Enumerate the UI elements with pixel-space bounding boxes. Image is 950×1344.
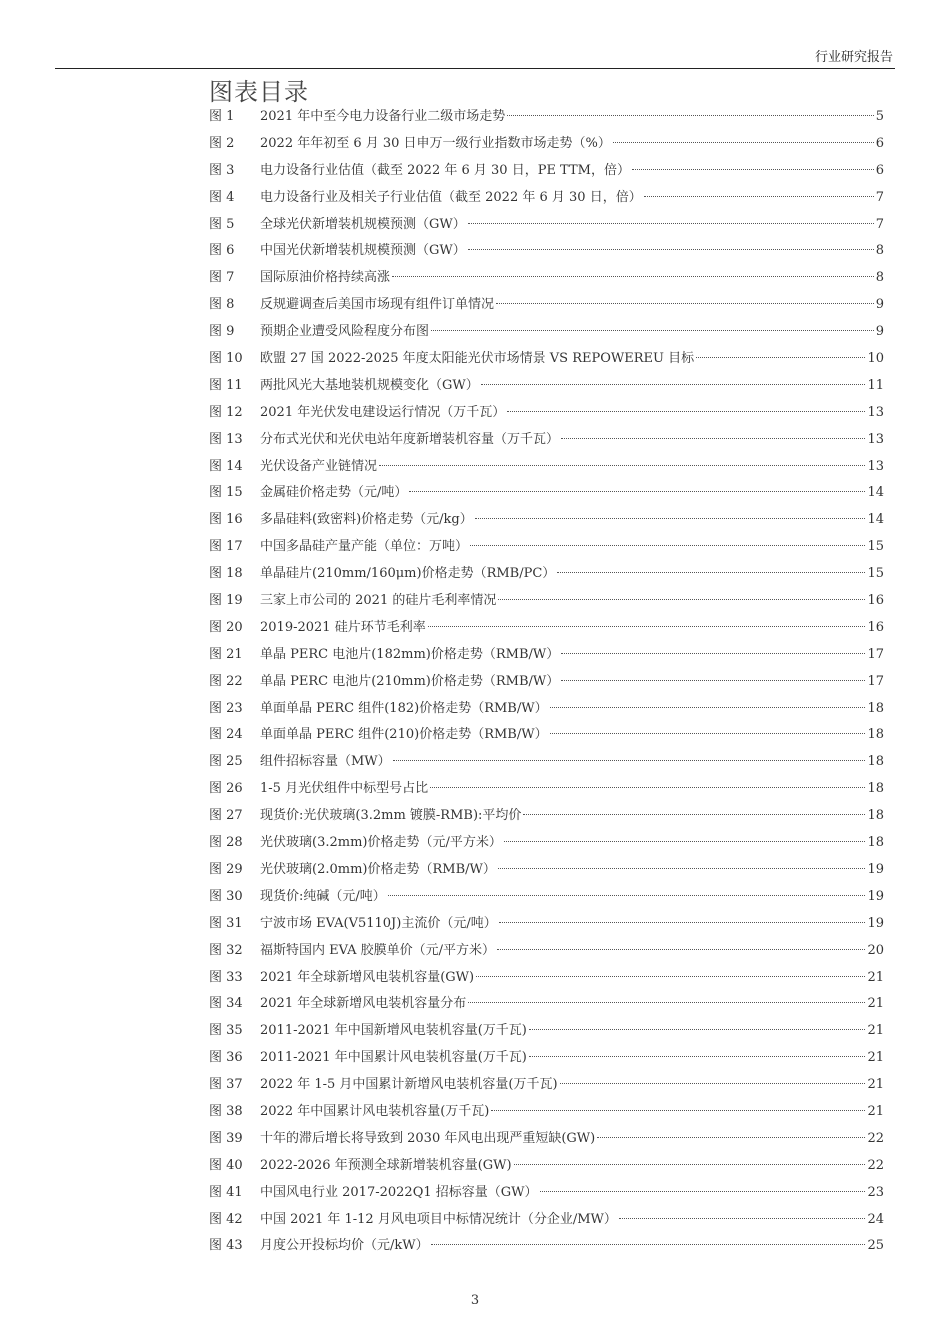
toc-entry-page: 8 (875, 270, 884, 286)
toc-entry-number: 图 14 (209, 458, 243, 474)
toc-entry-title: 单晶 PERC 电池片(210mm)价格走势（RMB/W） (260, 673, 560, 689)
toc-entry-number: 图 7 (209, 270, 235, 286)
toc-entry-number: 图 23 (209, 700, 243, 716)
toc-entry-page: 8 (875, 243, 884, 259)
toc-entry[interactable] (209, 158, 884, 185)
toc-entry[interactable] (209, 400, 884, 427)
toc-entry[interactable] (209, 1180, 884, 1207)
toc-entry-number: 图 40 (209, 1157, 243, 1173)
toc-entry-number: 图 12 (209, 404, 243, 420)
toc-entry-page: 16 (867, 593, 884, 609)
toc-entry[interactable] (209, 857, 884, 884)
toc-dot-leader (540, 1191, 866, 1192)
toc-dot-leader (475, 518, 866, 519)
toc-entry-number: 图 10 (209, 351, 243, 367)
toc-entry-title: 单晶 PERC 电池片(182mm)价格走势（RMB/W） (260, 646, 560, 662)
toc-dot-leader (507, 115, 874, 116)
toc-entry-title: 1-5 月光伏组件中标型号占比 (260, 781, 429, 797)
toc-entry[interactable] (209, 1207, 884, 1234)
toc-entry-title: 2021 年全球新增风电装机容量分布 (260, 996, 467, 1012)
toc-entry[interactable] (209, 265, 884, 292)
toc-entry-page: 17 (867, 646, 884, 662)
toc-entry[interactable] (209, 480, 884, 507)
toc-entry-page: 14 (867, 512, 884, 528)
toc-entry-title: 2011-2021 年中国新增风电装机容量(万千瓦) (260, 1023, 527, 1039)
toc-entry-title: 宁波市场 EVA(V5110J)主流价（元/吨） (260, 915, 497, 931)
toc-entry[interactable] (209, 104, 884, 131)
toc-entry-title: 2022 年年初至 6 月 30 日申万一级行业指数市场走势（%） (260, 135, 611, 151)
toc-dot-leader (497, 949, 865, 950)
toc-entry-page: 6 (875, 135, 884, 151)
toc-entry-number: 图 32 (209, 942, 243, 958)
toc-entry[interactable] (209, 319, 884, 346)
page-number: 3 (470, 1293, 480, 1308)
toc-entry-title: 十年的滞后增长将导致到 2030 年风电出现严重短缺(GW) (260, 1130, 596, 1146)
toc-entry[interactable] (209, 373, 884, 400)
toc-entry-page: 17 (867, 673, 884, 689)
toc-entry-page: 9 (875, 324, 884, 340)
toc-entry[interactable] (209, 454, 884, 481)
toc-list (209, 104, 884, 1260)
toc-entry-title: 现货价:纯碱（元/吨） (260, 888, 386, 904)
toc-entry-title: 国际原油价格持续高涨 (260, 270, 391, 286)
toc-entry-title: 2021 年光伏发电建设运行情况（万千瓦） (260, 404, 506, 420)
toc-dot-leader (550, 733, 866, 734)
toc-entry-page: 21 (867, 1023, 884, 1039)
toc-dot-leader (470, 545, 865, 546)
toc-entry-title: 单晶硅片(210mm/160μm)价格走势（RMB/PC） (260, 566, 556, 582)
toc-entry-number: 图 11 (209, 377, 243, 393)
toc-entry[interactable] (209, 588, 884, 615)
toc-dot-leader (428, 626, 866, 627)
toc-entry-number: 图 24 (209, 727, 243, 743)
toc-entry-title: 分布式光伏和光伏电站年度新增装机容量（万千瓦） (260, 431, 560, 447)
toc-entry[interactable] (209, 238, 884, 265)
toc-dot-leader (696, 357, 865, 358)
toc-entry-title: 光伏玻璃(3.2mm)价格走势（元/平方米） (260, 835, 502, 851)
toc-entry-title: 福斯特国内 EVA 胶膜单价（元/平方米） (260, 942, 496, 958)
toc-entry-number: 图 31 (209, 915, 243, 931)
toc-entry-page: 15 (867, 539, 884, 555)
toc-dot-leader (597, 1137, 865, 1138)
toc-entry-number: 图 39 (209, 1130, 243, 1146)
toc-entry-page: 19 (867, 915, 884, 931)
toc-entry-page: 19 (867, 861, 884, 877)
toc-entry-number: 图 20 (209, 619, 243, 635)
toc-entry-page: 18 (867, 754, 884, 770)
toc-entry-page: 10 (867, 351, 884, 367)
toc-entry-number: 图 13 (209, 431, 243, 447)
toc-entry-title: 金属硅价格走势（元/吨） (260, 485, 408, 501)
toc-entry-page: 21 (867, 969, 884, 985)
toc-entry-title: 光伏玻璃(2.0mm)价格走势（RMB/W） (260, 861, 496, 877)
toc-dot-leader (431, 330, 874, 331)
toc-entry-number: 图 43 (209, 1238, 243, 1254)
toc-entry-page: 22 (867, 1130, 884, 1146)
toc-entry-page: 6 (875, 162, 884, 178)
toc-dot-leader (431, 1244, 866, 1245)
toc-entry-title: 欧盟 27 国 2022-2025 年度太阳能光伏市场情景 VS REPOWEREU 目标 (260, 351, 695, 367)
toc-dot-leader (613, 142, 874, 143)
toc-entry-number: 图 6 (209, 243, 235, 259)
toc-entry[interactable] (209, 346, 884, 373)
toc-entry[interactable] (209, 830, 884, 857)
toc-entry-page: 13 (867, 458, 884, 474)
toc-entry-page: 18 (867, 700, 884, 716)
toc-dot-leader (379, 465, 865, 466)
toc-entry[interactable] (209, 292, 884, 319)
toc-entry-number: 图 16 (209, 512, 243, 528)
toc-entry[interactable] (209, 1018, 884, 1045)
toc-entry-title: 中国多晶硅产量产能（单位：万吨） (260, 539, 469, 555)
toc-dot-leader (507, 411, 865, 412)
toc-entry-title: 2019-2021 硅片环节毛利率 (260, 619, 426, 635)
toc-entry-number: 图 29 (209, 861, 243, 877)
toc-entry-number: 图 3 (209, 162, 235, 178)
toc-entry-title: 两批风光大基地装机规模变化（GW） (260, 377, 479, 393)
toc-entry-page: 13 (867, 431, 884, 447)
toc-entry[interactable] (209, 749, 884, 776)
toc-entry-page: 14 (867, 485, 884, 501)
toc-dot-leader (504, 841, 866, 842)
toc-entry[interactable] (209, 696, 884, 723)
toc-entry-page: 23 (867, 1184, 884, 1200)
toc-dot-leader (498, 868, 866, 869)
toc-entry[interactable] (209, 803, 884, 830)
toc-entry[interactable] (209, 1126, 884, 1153)
toc-entry-number: 图 5 (209, 216, 235, 232)
toc-dot-leader (409, 491, 865, 492)
toc-entry-page: 21 (867, 1103, 884, 1119)
toc-entry-number: 图 35 (209, 1023, 243, 1039)
toc-entry-title: 单面单晶 PERC 组件(182)价格走势（RMB/W） (260, 700, 548, 716)
toc-entry-number: 图 1 (209, 109, 235, 124)
toc-entry[interactable] (209, 507, 884, 534)
toc-dot-leader (560, 1083, 866, 1084)
toc-entry-number: 图 30 (209, 888, 243, 904)
toc-entry-title: 电力设备行业及相关子行业估值（截至 2022 年 6 月 30 日，倍） (260, 189, 642, 205)
report-type-label: 行业研究报告 (814, 50, 893, 65)
toc-entry-number: 图 38 (209, 1103, 243, 1119)
toc-entry-number: 图 37 (209, 1077, 243, 1093)
toc-entry-page: 18 (867, 835, 884, 851)
toc-entry-number: 图 9 (209, 324, 235, 340)
header-divider (55, 68, 895, 69)
toc-entry-number: 图 17 (209, 539, 243, 555)
toc-entry-page: 16 (867, 619, 884, 635)
toc-entry[interactable] (209, 776, 884, 803)
toc-entry-number: 图 2 (209, 135, 235, 151)
toc-entry-page: 21 (867, 996, 884, 1012)
toc-dot-leader (481, 384, 866, 385)
toc-dot-leader (393, 760, 866, 761)
toc-entry-number: 图 42 (209, 1211, 243, 1227)
toc-entry-title: 三家上市公司的 2021 的硅片毛利率情况 (260, 593, 497, 609)
toc-entry-page: 18 (867, 727, 884, 743)
toc-dot-leader (529, 1056, 866, 1057)
toc-entry-title: 月度公开投标均价（元/kW） (260, 1238, 429, 1254)
toc-entry[interactable] (209, 185, 884, 212)
toc-entry[interactable] (209, 1072, 884, 1099)
toc-entry-page: 7 (875, 216, 884, 232)
toc-entry[interactable] (209, 534, 884, 561)
toc-entry[interactable] (209, 965, 884, 992)
toc-entry-number: 图 27 (209, 808, 243, 824)
toc-entry-title: 电力设备行业估值（截至 2022 年 6 月 30 日，PE TTM，倍） (260, 162, 630, 178)
toc-dot-leader (498, 599, 865, 600)
toc-entry-page: 11 (867, 377, 884, 393)
toc-entry-page: 20 (867, 942, 884, 958)
toc-entry-title: 2021 年中至今电力设备行业二级市场走势 (260, 109, 506, 124)
toc-dot-leader (550, 707, 866, 708)
toc-entry-page: 25 (867, 1238, 884, 1254)
toc-dot-leader (557, 572, 865, 573)
toc-dot-leader (529, 1029, 866, 1030)
toc-entry-title: 预期企业遭受风险程度分布图 (260, 324, 430, 340)
toc-entry[interactable] (209, 1045, 884, 1072)
toc-entry-page: 15 (867, 566, 884, 582)
toc-entry[interactable] (209, 642, 884, 669)
toc-entry-title: 全球光伏新增装机规模预测（GW） (260, 216, 466, 232)
toc-entry[interactable] (209, 1233, 884, 1260)
toc-entry[interactable] (209, 669, 884, 696)
toc-entry-page: 13 (867, 404, 884, 420)
toc-entry-title: 多晶硅料(致密料)价格走势（元/kg） (260, 512, 473, 528)
toc-dot-leader (523, 814, 865, 815)
toc-entry-number: 图 36 (209, 1050, 243, 1066)
toc-entry-number: 图 25 (209, 754, 243, 770)
toc-dot-leader (499, 922, 866, 923)
toc-entry-number: 图 18 (209, 566, 243, 582)
toc-dot-leader (644, 196, 874, 197)
toc-dot-leader (561, 653, 865, 654)
toc-entry-page: 19 (867, 888, 884, 904)
toc-entry[interactable] (209, 1153, 884, 1180)
toc-title: 图表目录 (209, 78, 309, 106)
toc-dot-leader (388, 895, 866, 896)
toc-entry[interactable] (209, 1099, 884, 1126)
toc-dot-leader (619, 1218, 866, 1219)
toc-entry-page: 21 (867, 1077, 884, 1093)
toc-entry-number: 图 41 (209, 1184, 243, 1200)
toc-entry-page: 21 (867, 1050, 884, 1066)
toc-entry[interactable] (209, 991, 884, 1018)
toc-entry[interactable] (209, 722, 884, 749)
toc-entry-page: 18 (867, 808, 884, 824)
toc-entry-page: 22 (867, 1157, 884, 1173)
toc-entry-number: 图 19 (209, 593, 243, 609)
toc-entry[interactable] (209, 427, 884, 454)
toc-entry-page: 7 (875, 189, 884, 205)
toc-entry-number: 图 4 (209, 189, 235, 205)
toc-entry[interactable] (209, 911, 884, 938)
toc-entry-title: 中国 2021 年 1-12 月风电项目中标情况统计（分企业/MW） (260, 1211, 617, 1227)
toc-dot-leader (491, 1110, 865, 1111)
toc-dot-leader (561, 680, 865, 681)
toc-dot-leader (476, 976, 865, 977)
toc-entry[interactable] (209, 212, 884, 239)
toc-entry-page: 5 (875, 109, 884, 124)
toc-entry-title: 2021 年全球新增风电装机容量(GW) (260, 969, 475, 985)
toc-dot-leader (468, 249, 874, 250)
toc-dot-leader (468, 1002, 865, 1003)
toc-entry-title: 单面单晶 PERC 组件(210)价格走势（RMB/W） (260, 727, 548, 743)
toc-entry-title: 2022-2026 年预测全球新增装机容量(GW) (260, 1157, 512, 1173)
toc-dot-leader (561, 438, 865, 439)
toc-dot-leader (632, 169, 874, 170)
toc-entry-number: 图 21 (209, 646, 243, 662)
toc-dot-leader (514, 1164, 866, 1165)
toc-entry-title: 中国风电行业 2017-2022Q1 招标容量（GW） (260, 1184, 538, 1200)
toc-entry-title: 光伏设备产业链情况 (260, 458, 378, 474)
toc-entry-number: 图 8 (209, 297, 235, 313)
toc-entry-title: 现货价:光伏玻璃(3.2mm 镀膜-RMB):平均价 (260, 808, 522, 824)
toc-entry-number: 图 34 (209, 996, 243, 1012)
toc-entry-number: 图 33 (209, 969, 243, 985)
toc-dot-leader (468, 223, 874, 224)
toc-dot-leader (496, 303, 874, 304)
toc-entry-page: 18 (867, 781, 884, 797)
toc-entry-title: 2011-2021 年中国累计风电装机容量(万千瓦) (260, 1050, 527, 1066)
toc-entry-title: 2022 年 1-5 月中国累计新增风电装机容量(万千瓦) (260, 1077, 558, 1093)
toc-entry[interactable] (209, 615, 884, 642)
toc-entry[interactable] (209, 884, 884, 911)
toc-dot-leader (392, 276, 874, 277)
toc-entry-number: 图 22 (209, 673, 243, 689)
toc-entry-page: 9 (875, 297, 884, 313)
toc-entry-number: 图 26 (209, 781, 243, 797)
toc-entry-page: 24 (867, 1211, 884, 1227)
toc-entry[interactable] (209, 561, 884, 588)
toc-dot-leader (430, 787, 865, 788)
toc-entry-number: 图 15 (209, 485, 243, 501)
toc-entry[interactable] (209, 131, 884, 158)
toc-entry-title: 反规避调查后美国市场现有组件订单情况 (260, 297, 495, 313)
toc-entry-number: 图 28 (209, 835, 243, 851)
toc-entry-title: 组件招标容量（MW） (260, 754, 391, 770)
toc-entry[interactable] (209, 938, 884, 965)
toc-entry-title: 中国光伏新增装机规模预测（GW） (260, 243, 466, 259)
toc-entry-title: 2022 年中国累计风电装机容量(万千瓦) (260, 1103, 490, 1119)
